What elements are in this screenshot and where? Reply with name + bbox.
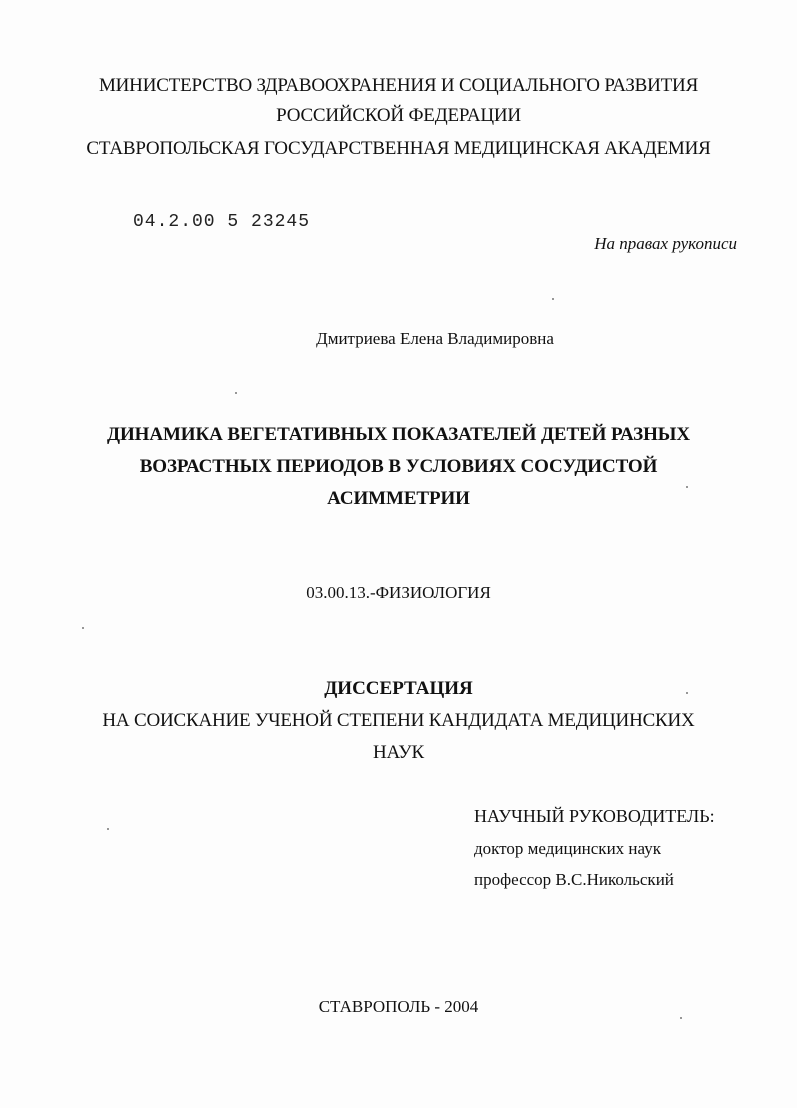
title-line-2: ВОЗРАСТНЫХ ПЕРИОДОВ В УСЛОВИЯХ СОСУДИСТОЙ	[139, 456, 658, 477]
degree-line-1: НА СОИСКАНИЕ УЧЕНОЙ СТЕПЕНИ КАНДИДАТА МЕДИЦИНСКИХ	[102, 710, 695, 731]
dissertation-heading: ДИССЕРТАЦИЯ	[324, 678, 473, 699]
ministry-line-1: МИНИСТЕРСТВО ЗДРАВООХРАНЕНИЯ И СОЦИАЛЬНОГО РАЗВИТИЯ	[98, 75, 699, 96]
title-line-1: ДИНАМИКА ВЕГЕТАТИВНЫХ ПОКАЗАТЕЛЕЙ ДЕТЕЙ РАЗНЫХ	[107, 424, 690, 445]
author-name: Дмитриева Елена Владимировна	[316, 329, 554, 348]
scan-speck	[82, 627, 84, 629]
city-year: СТАВРОПОЛЬ - 2004	[318, 997, 479, 1016]
registration-code: 04.2.00 5 23245	[133, 212, 311, 232]
supervisor-name: профессор В.С.Никольский	[474, 870, 674, 889]
scan-speck	[686, 486, 688, 488]
scan-speck	[235, 392, 237, 394]
scan-speck	[680, 1017, 682, 1019]
ministry-line-2: РОССИЙСКОЙ ФЕДЕРАЦИИ	[276, 105, 521, 126]
title-line-3: АСИММЕТРИИ	[327, 488, 470, 509]
academy-name: СТАВРОПОЛЬСКАЯ ГОСУДАРСТВЕННАЯ МЕДИЦИНСКАЯ АКАДЕМИЯ	[86, 138, 711, 159]
scan-speck	[686, 692, 688, 694]
manuscript-rights-note: На правах рукописи	[594, 234, 737, 253]
supervisor-degree: доктор медицинских наук	[474, 839, 661, 858]
specialty-code: 03.00.13.-ФИЗИОЛОГИЯ	[306, 583, 491, 602]
degree-line-2: НАУК	[372, 742, 425, 763]
supervisor-label: НАУЧНЫЙ РУКОВОДИТЕЛЬ:	[474, 806, 715, 826]
scan-speck	[552, 298, 554, 300]
scan-speck	[107, 828, 109, 830]
